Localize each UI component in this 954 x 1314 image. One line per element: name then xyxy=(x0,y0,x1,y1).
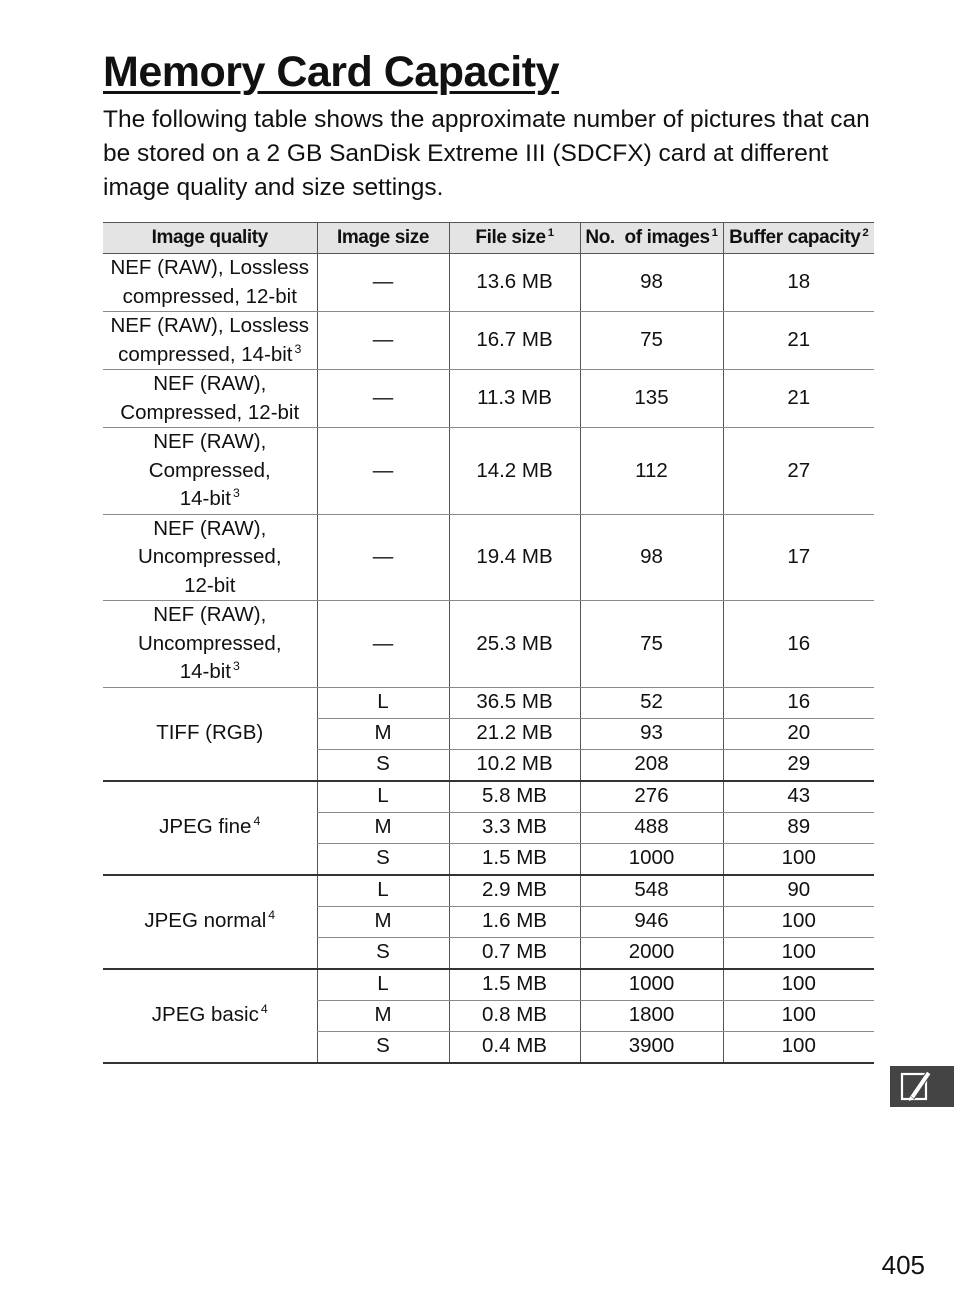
image-size-cell: — xyxy=(317,514,449,601)
image-quality-cell xyxy=(103,370,317,428)
image-size-cell: S xyxy=(317,749,449,781)
image-quality-cell xyxy=(103,781,317,875)
image-size-cell: S xyxy=(317,937,449,969)
image-size-cell: L xyxy=(317,875,449,907)
table-row xyxy=(103,687,874,718)
image-quality-line: Compressed, 12-bit xyxy=(120,400,300,424)
image-quality-line: NEF (RAW), Lossless xyxy=(110,256,310,279)
number-of-images-cell: 1000 xyxy=(580,843,723,875)
buffer-capacity-cell: 90 xyxy=(723,875,874,907)
file-size-cell: 2.9 MB xyxy=(449,875,580,907)
image-quality-label: JPEG normal xyxy=(144,909,267,933)
page-number: 405 xyxy=(881,1250,925,1280)
image-quality-line: NEF (RAW), xyxy=(153,372,267,395)
image-quality-line: Uncompressed, xyxy=(137,545,282,568)
footnote-ref: 4 xyxy=(268,908,276,923)
image-size-cell: S xyxy=(317,843,449,875)
file-size-cell: 5.8 MB xyxy=(449,781,580,813)
file-size-cell: 10.2 MB xyxy=(449,749,580,781)
image-size-cell: L xyxy=(317,969,449,1001)
table-header-row xyxy=(103,223,874,254)
buffer-capacity-cell: 27 xyxy=(723,428,874,515)
buffer-capacity-cell: 21 xyxy=(723,370,874,428)
image-quality-line: compressed, 14-bit xyxy=(118,342,293,366)
file-size-cell: 1.5 MB xyxy=(449,843,580,875)
buffer-capacity-cell: 89 xyxy=(723,812,874,843)
number-of-images-cell: 98 xyxy=(580,514,723,601)
file-size-cell: 0.8 MB xyxy=(449,1000,580,1031)
number-of-images-cell: 488 xyxy=(580,812,723,843)
page-title: Memory Card Capacity xyxy=(103,48,559,96)
header-file-size: File size $^1$ xyxy=(449,223,580,254)
number-of-images-cell: 1000 xyxy=(580,969,723,1001)
capacity-table xyxy=(103,222,874,1064)
buffer-capacity-cell: 20 xyxy=(723,718,874,749)
file-size-cell: 0.7 MB xyxy=(449,937,580,969)
image-quality-cell xyxy=(103,514,317,601)
image-quality-cell xyxy=(103,687,317,781)
image-size-cell: M xyxy=(317,812,449,843)
image-quality-cell xyxy=(103,601,317,688)
footnote-ref: 3 xyxy=(232,659,240,674)
file-size-cell: 14.2 MB xyxy=(449,428,580,515)
file-size-cell: 11.3 MB xyxy=(449,370,580,428)
number-of-images-cell: 1800 xyxy=(580,1000,723,1031)
table-row xyxy=(103,875,874,907)
number-of-images-cell: 135 xyxy=(580,370,723,428)
image-size-cell: — xyxy=(317,601,449,688)
table-body xyxy=(103,254,874,1063)
image-size-cell: — xyxy=(317,428,449,515)
footnote-ref: 4 xyxy=(260,1002,268,1017)
header-image-size: Image size xyxy=(317,223,449,254)
buffer-capacity-cell: 100 xyxy=(723,969,874,1001)
table-row xyxy=(103,514,874,601)
image-size-cell: — xyxy=(317,254,449,312)
image-quality-line: Uncompressed, xyxy=(137,631,282,655)
number-of-images-cell: 276 xyxy=(580,781,723,813)
header-image-quality: Image quality xyxy=(103,223,317,254)
number-of-images-cell: 208 xyxy=(580,749,723,781)
file-size-cell: 16.7 MB xyxy=(449,312,580,370)
number-of-images-cell: 93 xyxy=(580,718,723,749)
section-tab xyxy=(890,1066,954,1107)
image-size-cell: S xyxy=(317,1031,449,1063)
footnote-ref: 2 xyxy=(862,226,869,239)
buffer-capacity-cell: 21 xyxy=(723,312,874,370)
table-row xyxy=(103,601,874,688)
image-quality-label: TIFF (RGB) xyxy=(156,721,264,745)
image-quality-label: JPEG basic xyxy=(151,1003,259,1027)
number-of-images-cell: 946 xyxy=(580,906,723,937)
footnote-ref: 1 xyxy=(547,226,554,239)
image-size-cell: L xyxy=(317,687,449,718)
number-of-images-cell: 75 xyxy=(580,601,723,688)
image-size-cell: — xyxy=(317,370,449,428)
image-quality-line: Compressed, xyxy=(148,458,271,482)
table-row xyxy=(103,428,874,515)
number-of-images-cell: 75 xyxy=(580,312,723,370)
file-size-cell: 1.6 MB xyxy=(449,906,580,937)
image-size-cell: M xyxy=(317,718,449,749)
image-quality-label: JPEG fine xyxy=(159,815,252,839)
image-quality-line: NEF (RAW), xyxy=(153,603,267,626)
number-of-images-cell: 52 xyxy=(580,687,723,718)
buffer-capacity-cell: 17 xyxy=(723,514,874,601)
footnote-ref: 4 xyxy=(253,814,261,829)
table-row xyxy=(103,312,874,370)
number-of-images-cell: 2000 xyxy=(580,937,723,969)
buffer-capacity-cell: 29 xyxy=(723,749,874,781)
image-quality-cell xyxy=(103,969,317,1063)
image-quality-cell xyxy=(103,428,317,515)
file-size-cell: 1.5 MB xyxy=(449,969,580,1001)
number-of-images-cell: 112 xyxy=(580,428,723,515)
buffer-capacity-cell: 100 xyxy=(723,937,874,969)
table-row xyxy=(103,969,874,1001)
header-buffer-capacity: Buffer capacity $^2$ xyxy=(723,223,874,254)
image-quality-line: 14-bit xyxy=(179,660,231,683)
pen-note-icon xyxy=(890,1066,954,1107)
buffer-capacity-cell: 100 xyxy=(723,906,874,937)
image-quality-cell xyxy=(103,254,317,312)
image-quality-line: 12-bit xyxy=(184,573,236,597)
image-quality-line: NEF (RAW), Lossless xyxy=(110,314,310,337)
image-size-cell: L xyxy=(317,781,449,813)
footnote-ref: 3 xyxy=(232,486,240,501)
image-size-cell: M xyxy=(317,906,449,937)
image-quality-line: compressed, 12-bit xyxy=(122,284,297,308)
image-quality-cell xyxy=(103,312,317,370)
image-quality-line: NEF (RAW), xyxy=(153,430,267,453)
file-size-cell: 0.4 MB xyxy=(449,1031,580,1063)
buffer-capacity-cell: 16 xyxy=(723,687,874,718)
buffer-capacity-cell: 100 xyxy=(723,1031,874,1063)
image-quality-line: NEF (RAW), xyxy=(153,516,267,540)
footnote-ref: 1 xyxy=(711,226,718,239)
buffer-capacity-cell: 100 xyxy=(723,843,874,875)
table-row xyxy=(103,781,874,813)
file-size-cell: 25.3 MB xyxy=(449,601,580,688)
intro-paragraph: The following table shows the approximate number of pictures that can be stored on a 2 GB SanDisk Extreme III (SDCFX) card at different image quality and size settings. xyxy=(103,106,870,201)
file-size-cell: 3.3 MB xyxy=(449,812,580,843)
number-of-images-cell: 548 xyxy=(580,875,723,907)
buffer-capacity-cell: 18 xyxy=(723,254,874,312)
header-number-of-images: No. of images $^1$ xyxy=(580,223,723,254)
image-quality-cell xyxy=(103,875,317,969)
table-row xyxy=(103,370,874,428)
file-size-cell: 36.5 MB xyxy=(449,687,580,718)
file-size-cell: 13.6 MB xyxy=(449,254,580,312)
file-size-cell: 19.4 MB xyxy=(449,514,580,601)
image-size-cell: — xyxy=(317,312,449,370)
number-of-images-cell: 3900 xyxy=(580,1031,723,1063)
file-size-cell: 21.2 MB xyxy=(449,718,580,749)
image-size-cell: M xyxy=(317,1000,449,1031)
table-row xyxy=(103,254,874,312)
image-quality-line: 14-bit xyxy=(179,487,231,510)
buffer-capacity-cell: 43 xyxy=(723,781,874,813)
buffer-capacity-cell: 16 xyxy=(723,601,874,688)
buffer-capacity-cell: 100 xyxy=(723,1000,874,1031)
number-of-images-cell: 98 xyxy=(580,254,723,312)
footnote-ref: 3 xyxy=(294,341,302,356)
